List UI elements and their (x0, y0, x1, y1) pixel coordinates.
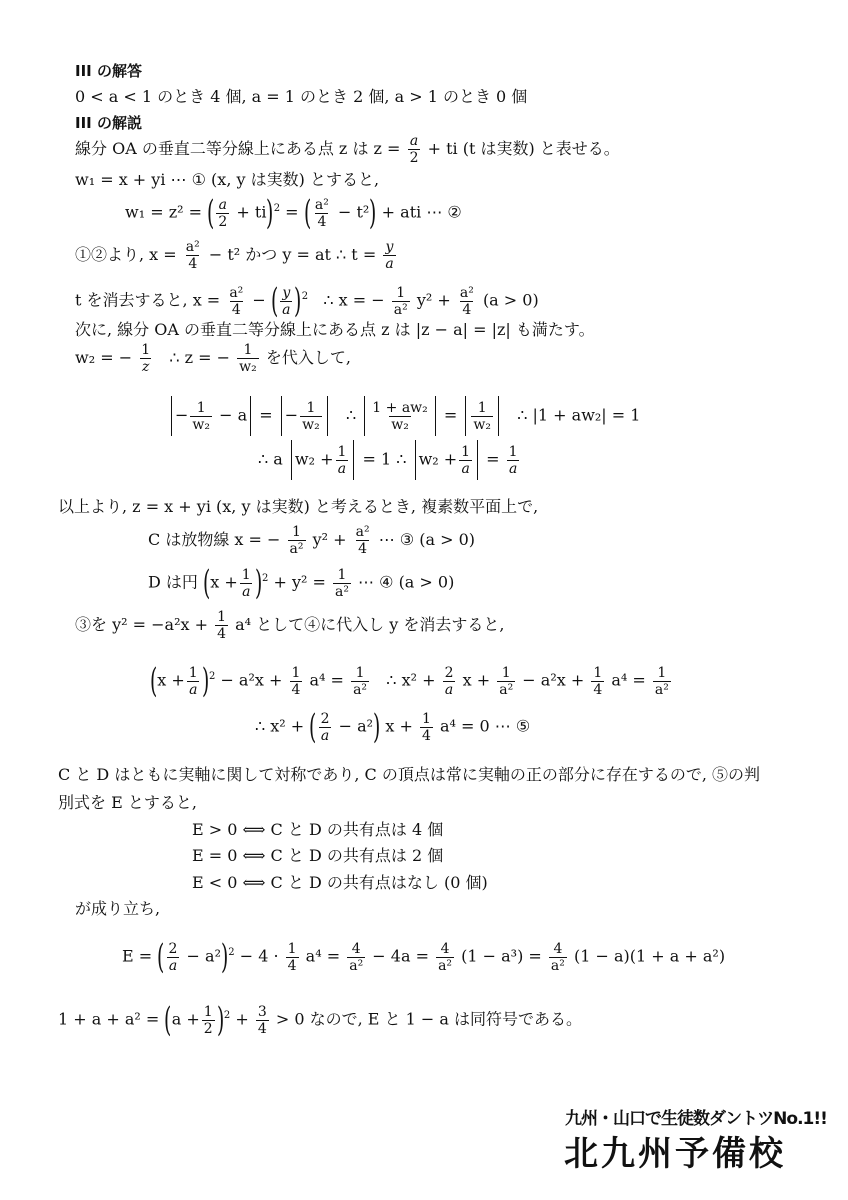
line-11: C は放物線 x = − $\frac{1}{\text{a²}}$ y² + $\frac{\text{a²}}{4}$ ⋯ ③ (a > 0) (148, 524, 475, 557)
line-13: ③を y² = −a²x + $\frac{1}{4}$ a⁴ として④に代入し y を消去すると, (75, 609, 505, 642)
line-17: 別式を E とすると, (58, 793, 197, 812)
line-10: 以上より, z = x + yi (x, y は実数) と考えるとき, 複素数平面上で, (58, 497, 539, 516)
logo-tagline: 九州・山口で生徒数ダントツNo.1!! (565, 1109, 827, 1129)
logo-name: 北九州予備校 (564, 1134, 786, 1174)
line-9: ∴ a w₂ + $\frac{1}{a}$ = 1 ∴ w₂ + $\frac{1}{a}$ = $\frac{1}{a}$ (258, 440, 522, 480)
line-19: E = ( $\frac{2}{a}$ − a²)$^2$ − 4 · $\frac{1}{4}$ a⁴ = $\frac{4}{\text{a²}}$ − 4a = $\frac{4}{\text{a²}}$ (1 − a³) = $\frac{4}{\text{a²}}$ (1 − a)(1 + a + a²) (122, 937, 726, 977)
condition-3: E < 0 ⟺ C と D の共有点はなし (0 個) (192, 873, 488, 892)
section1-heading: III の解答 (75, 62, 142, 80)
line-16: C と D はともに実軸に関して対称であり, C の頂点は常に実軸の正の部分に存在するので, ⑤の判 (58, 765, 761, 784)
line-1: 線分 OA の垂直二等分線上にある点 z は z = $\frac{a}{2}$ + ti (t は実数) と表せる。 (75, 133, 620, 166)
line-8: − $\frac{1}{\text{w₂}}$ − a = − $\frac{1}{\text{w₂}}$ ∴ $\frac{\text{1 + aw₂}}{\text{w₂}}$ = $\frac{1}{\text{w₂}}$ ∴ |1 + aw₂| = 1 (168, 396, 640, 436)
line-15: ∴ x² + ( $\frac{2}{a}$ − a²) x + $\frac{1}{4}$ a⁴ = 0 ⋯ ⑤ (255, 707, 531, 747)
answer-line: 0 < a < 1 のとき 4 個, a = 1 のとき 2 個, a > 1 のとき 0 個 (75, 87, 528, 106)
line-5: t を消去すると, x = $\frac{\text{a²}}{4}$ − ( $\frac{y}{a}$ )$^2$ ∴ x = − $\frac{1}{\text{a²}}$ y² + $\frac{\text{a²}}{4}$ (a > 0) (75, 281, 539, 321)
line-7: w₂ = − $\frac{1}{z}$ ∴ z = − $\frac{1}{\text{w₂}}$ を代入して, (75, 342, 351, 375)
line-4: ①②より, x = $\frac{\text{a²}}{4}$ − t² かつ y = at ∴ t = $\frac{y}{a}$ (75, 239, 394, 272)
line-6: 次に, 線分 OA の垂直二等分線上にある点 z は |z − a| = |z| も満たす。 (75, 320, 595, 339)
condition-1: E > 0 ⟺ C と D の共有点は 4 個 (192, 820, 444, 839)
section2-heading: III の解説 (75, 114, 142, 132)
line-2: w₁ = x + yi ⋯ ① (x, y は実数) とすると, (75, 170, 380, 189)
line-12: D は円 (x + $\frac{1}{a}$ )$^2$ + y² = $\frac{1}{\text{a²}}$ ⋯ ④ (a > 0) (148, 563, 455, 603)
line-14: (x + $\frac{1}{a}$ )$^2$ − a²x + $\frac{1}{4}$ a⁴ = $\frac{1}{\text{a²}}$ ∴ x² + $\frac{2}{a}$ x + $\frac{1}{\text{a²}}$ − a²x + $\frac{1}{4}$ a⁴ = $\frac{1}{\text{a²}}$ (149, 661, 669, 701)
line-18: が成り立ち, (75, 899, 161, 918)
condition-2: E = 0 ⟺ C と D の共有点は 2 個 (192, 846, 444, 865)
line-3: w₁ = z² = ( $\frac{a}{2}$ + ti)$^2$ = ( $\frac{\text{a²}}{4}$ − t²) + ati ⋯ ② (125, 193, 462, 233)
line-20: 1 + a + a² = (a + $\frac{1}{2}$ )$^2$ + $\frac{3}{4}$ > 0 なので, E と 1 − a は同符号である。 (58, 1000, 583, 1040)
